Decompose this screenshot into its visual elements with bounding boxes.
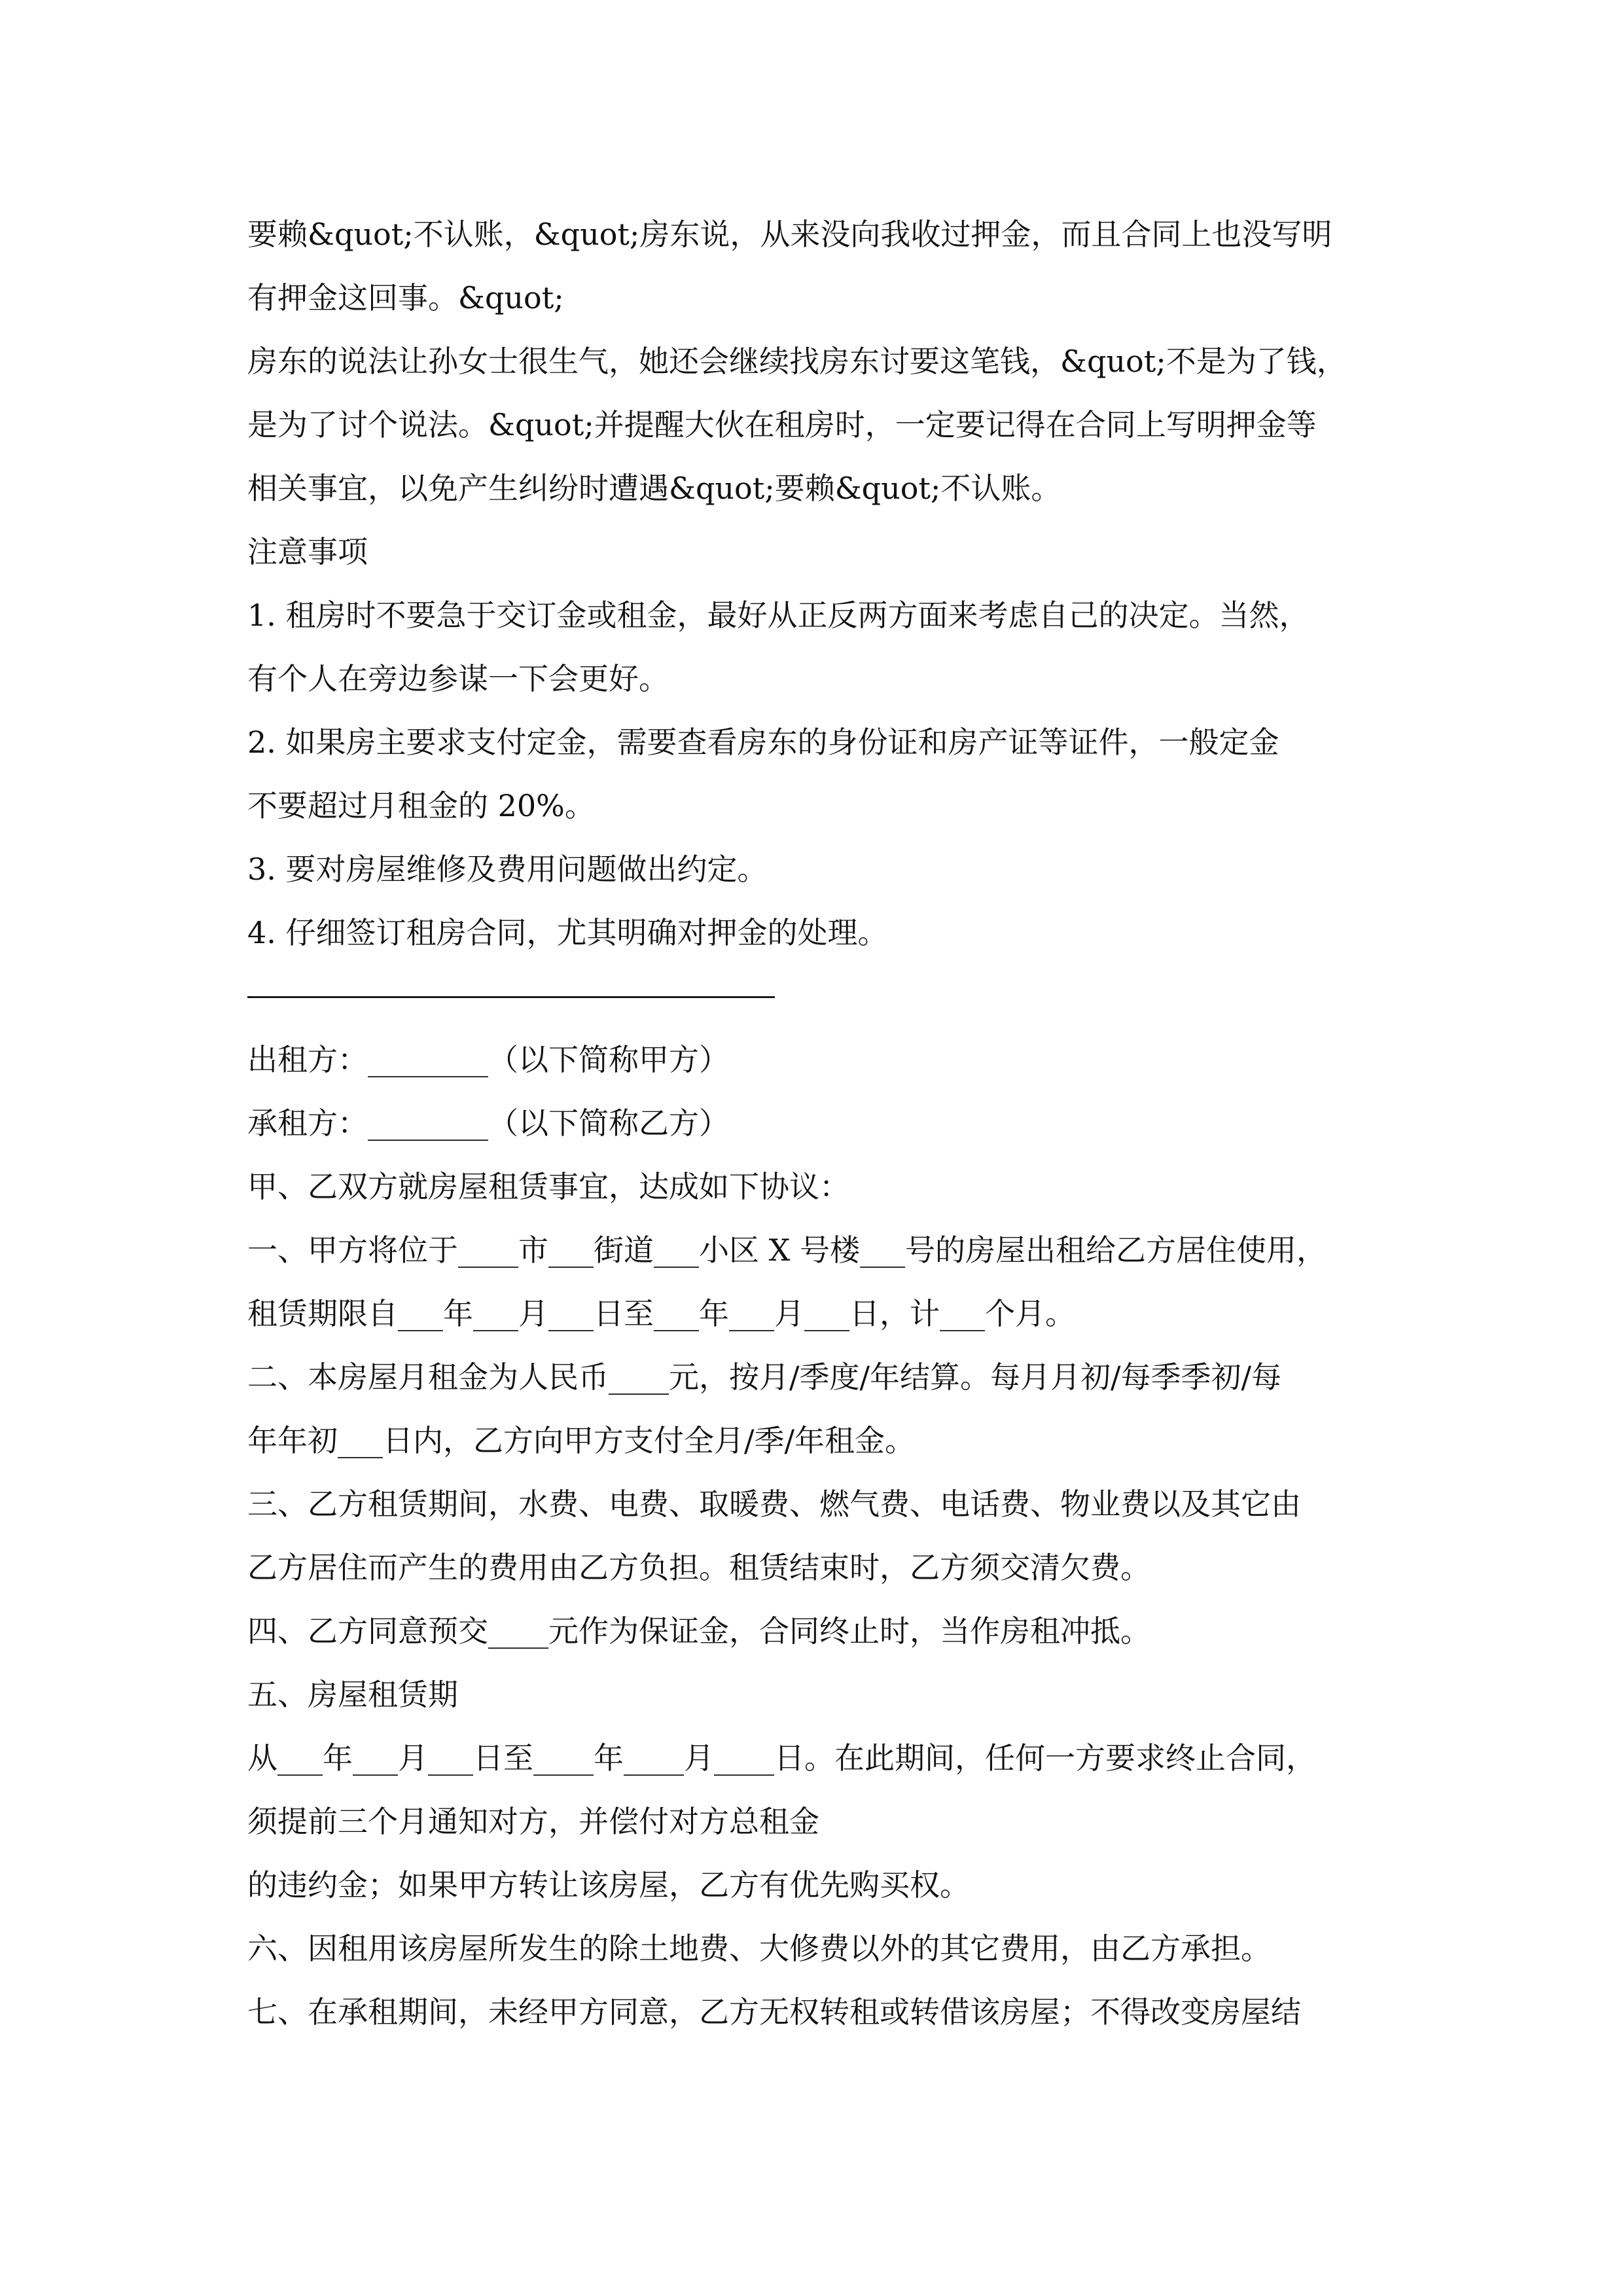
contract-clause: 七、在承租期间，未经甲方同意，乙方无权转租或转借该房屋；不得改变房屋结 [247,1994,1301,2030]
contract-party-tenant: 承租方：________（以下简称乙方） [247,1105,729,1141]
text-line: 相关事宜，以免产生纠纷时遭遇&quot;要赖&quot;不认账。 [247,471,1061,506]
contract-clause-continuation: 租赁期限自___年___月___日至___年___月___日，计___个月。 [247,1296,1075,1331]
list-item-continuation: 有个人在旁边参谋一下会更好。 [247,661,669,696]
section-divider-row [247,965,1386,1028]
contract-clause: 五、房屋租赁期 [247,1677,458,1712]
contract-party-landlord: 出租方：________（以下简称甲方） [247,1042,729,1077]
text-line: 要赖&quot;不认账，&quot;房东说，从来没向我收过押金，而且合同上也没写明 [247,217,1332,252]
contract-clause: 三、乙方租赁期间，水费、电费、取暖费、燃气费、电话费、物业费以及其它由 [247,1486,1301,1522]
section-heading: 注意事项 [247,534,368,569]
contract-clause: 四、乙方同意预交____元作为保证金，合同终止时，当作房租冲抵。 [247,1613,1150,1649]
contract-clause: 二、本房屋月租金为人民币____元，按月/季度/年结算。每月月初/每季季初/每 [247,1359,1281,1395]
contract-text-line: 甲、乙双方就房屋租赁事宜，达成如下协议： [247,1169,849,1204]
list-item: 3. 要对房屋维修及费用问题做出约定。 [247,852,768,887]
text-line: 房东的说法让孙女士很生气，她还会继续找房东讨要这笔钱，&quot;不是为了钱， [247,344,1347,379]
document-body [247,203,1386,2044]
contract-clause-continuation: 乙方居住而产生的费用由乙方负担。租赁结束时，乙方须交清欠费。 [247,1550,1150,1585]
contract-clause-continuation: 须提前三个月通知对方，并偿付对方总租金 [247,1804,819,1839]
contract-clause: 一、甲方将位于____市___街道___小区 X 号楼___号的房屋出租给乙方居住使用， [247,1232,1327,1268]
contract-clause-continuation: 从___年___月___日至____年____月____日。在此期间，任何一方要求终止合同， [247,1740,1316,1776]
text-line: 有押金这回事。&quot; [247,280,564,315]
contract-clause-continuation: 的违约金；如果甲方转让该房屋，乙方有优先购买权。 [247,1867,970,1903]
text-line: 是为了讨个说法。&quot;并提醒大伙在租房时，一定要记得在合同上写明押金等 [247,407,1317,442]
list-item: 2. 如果房主要求支付定金，需要查看房东的身份证和房产证等证件，一般定金 [247,725,1279,760]
list-item-continuation: 不要超过月租金的 20%。 [247,788,595,823]
list-item: 4. 仔细签订租房合同，尤其明确对押金的处理。 [247,915,888,950]
list-item: 1. 租房时不要急于交订金或租金，最好从正反两方面来考虑自己的决定。当然， [247,598,1310,633]
section-divider [247,996,775,998]
contract-clause: 六、因租用该房屋所发生的除土地费、大修费以外的其它费用，由乙方承担。 [247,1931,1271,1966]
contract-clause-continuation: 年年初___日内，乙方向甲方支付全月/季/年租金。 [247,1423,915,1458]
